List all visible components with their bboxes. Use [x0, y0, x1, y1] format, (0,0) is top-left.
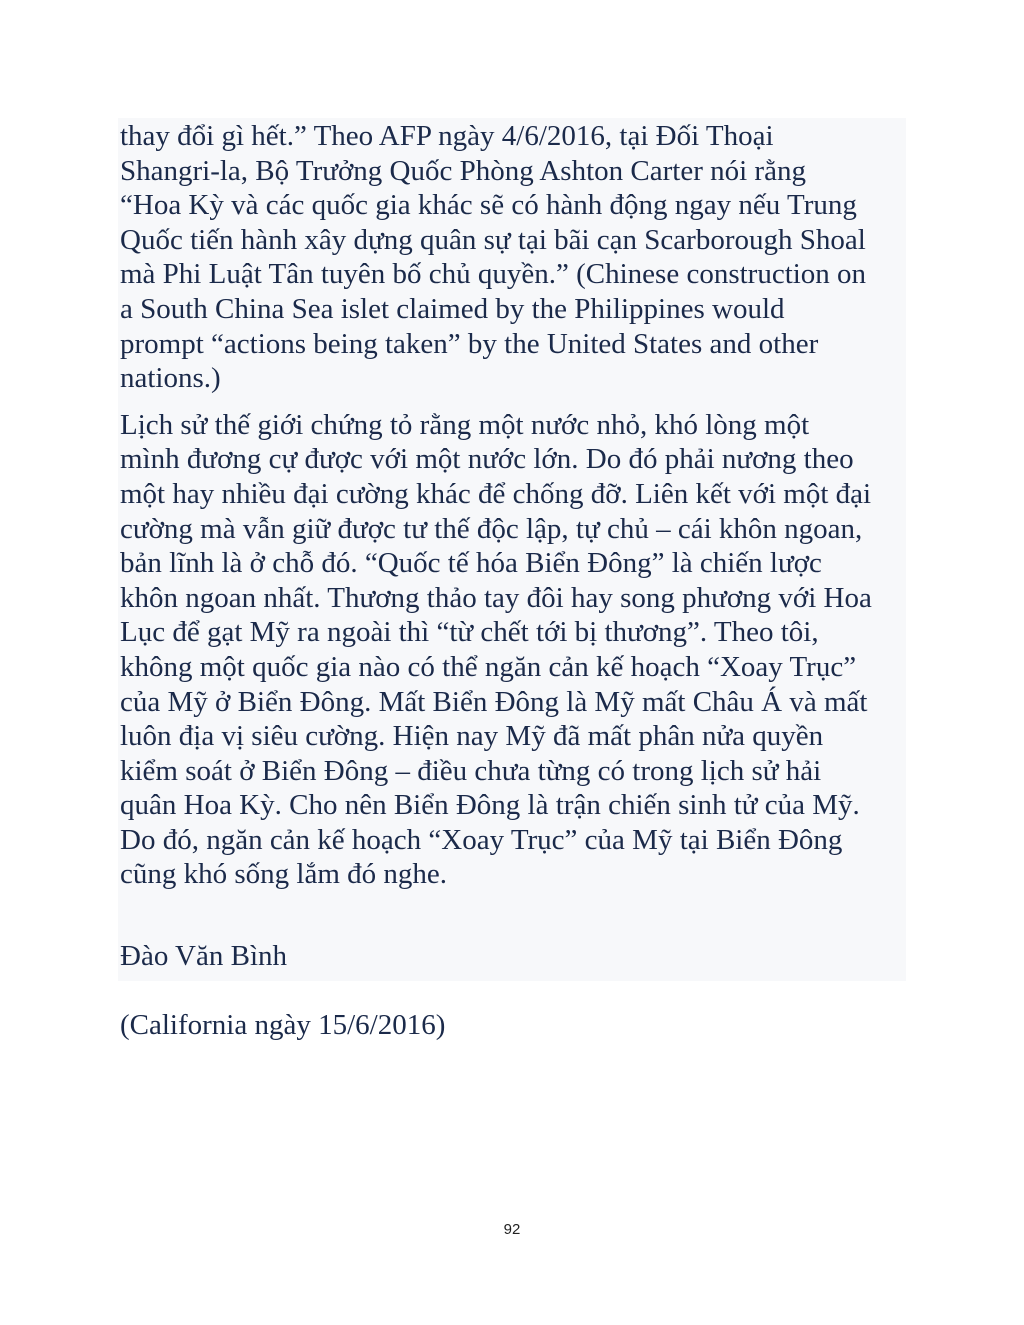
- document-text-block: [118, 118, 906, 1041]
- page-number: 92: [503, 1221, 521, 1238]
- place-date: (California ngày 15/6/2016): [120, 1008, 446, 1041]
- signature-block: [120, 904, 906, 1077]
- paragraph-1: thay đổi gì hết.” Theo AFP ngày 4/6/2016, tại Đối Thoại Shangri-la, Bộ Trưởng Quốc Phòng Ashton Carter nói rằng “Hoa Kỳ và các quốc gia khác sẽ có hành động ngay nếu Trung Quốc tiến hành xây dựng quân sự tại bãi cạn Scarborough Shoal mà Phi Luật Tân tuyên bố chủ quyền.” (Chinese construction on a South China Sea islet claimed by the Philippines would prompt “actions being taken” by the United States and other nations.): [120, 120, 867, 395]
- author-name: Đào Văn Bình: [120, 939, 288, 972]
- paragraph-2: Lịch sử thế giới chứng tỏ rằng một nước nhỏ, khó lòng một mình đương cự được với một nước lớn. Do đó phải nương theo một hay nhiều đại cường khác để chống đỡ. Liên kết với một đại cường mà vẫn giữ được tư thế độc lập, tự chủ – cái khôn ngoan, bản lĩnh là ở chỗ đó. “Quốc tế hóa Biển Đông” là chiến lược khôn ngoan nhất. Thương thảo tay đôi hay song phương với Hoa Lục để gạt Mỹ ra ngoài thì “từ chết tới bị thương”. Theo tôi, không một quốc gia nào có thể ngăn cản kế hoạch “Xoay Trục” của Mỹ ở Biển Đông. Mất Biển Đông là Mỹ mất Châu Á và mất luôn địa vị siêu cường. Hiện nay Mỹ đã mất phân nửa quyền kiểm soát ở Biển Đông – điều chưa từng có trong lịch sử hải quân Hoa Kỳ. Cho nên Biển Đông là trận chiến sinh tử của Mỹ. Do đó, ngăn cản kế hoạch “Xoay Trục” của Mỹ tại Biển Đông cũng khó sống lắm đó nghe.: [120, 408, 872, 891]
